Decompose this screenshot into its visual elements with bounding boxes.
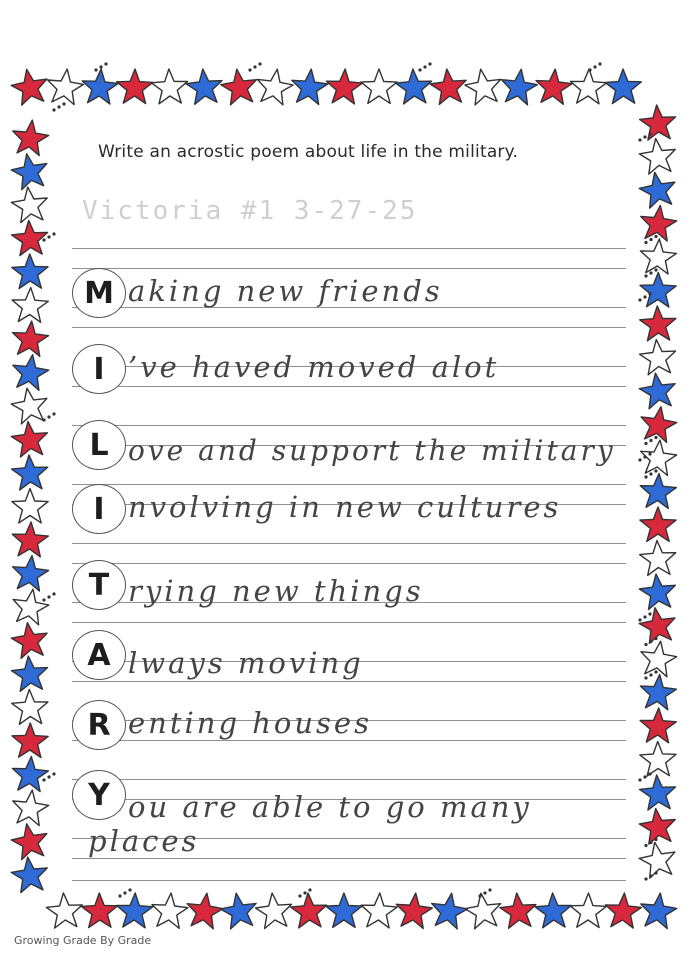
star-icon xyxy=(12,288,48,323)
dot-decoration xyxy=(654,871,657,874)
star-icon xyxy=(536,69,572,104)
poem-line: enting houses xyxy=(128,706,372,740)
star-icon xyxy=(13,790,49,826)
dot-decoration xyxy=(643,455,646,458)
star-icon xyxy=(12,254,48,289)
acrostic-letter-l: L xyxy=(72,420,126,470)
dot-decoration xyxy=(638,298,641,301)
dot-decoration xyxy=(644,274,647,277)
dot-decoration xyxy=(648,772,651,775)
star-icon xyxy=(12,723,48,758)
dot-decoration xyxy=(649,841,652,844)
star-icon xyxy=(640,775,676,810)
star-icon xyxy=(640,474,676,509)
dot-decoration xyxy=(649,472,652,475)
star-icon xyxy=(326,69,362,104)
dot-decoration xyxy=(47,415,50,418)
star-icon xyxy=(502,69,538,105)
student-name-date: Victoria #1 3-27-25 xyxy=(82,196,418,226)
star-icon xyxy=(11,824,47,860)
dot-decoration xyxy=(649,673,652,676)
star-icon xyxy=(82,69,118,104)
dot-decoration xyxy=(654,235,657,238)
star-icon xyxy=(639,373,675,409)
dot-decoration xyxy=(593,65,596,68)
dot-decoration xyxy=(42,598,45,601)
dot-decoration xyxy=(57,105,60,108)
poem-prompt: Write an acrostic poem about life in the military. xyxy=(98,142,519,162)
poem-line: ove and support the military xyxy=(128,434,616,467)
dot-decoration xyxy=(588,68,591,71)
ruled-line xyxy=(72,543,626,544)
star-icon xyxy=(640,541,676,576)
dot-decoration xyxy=(648,292,651,295)
ruled-line xyxy=(72,327,626,328)
poem-line: lways moving xyxy=(128,646,364,680)
dot-decoration xyxy=(648,612,651,615)
star-icon xyxy=(640,742,676,777)
dot-decoration xyxy=(47,775,50,778)
dot-decoration xyxy=(94,68,97,71)
dot-decoration xyxy=(47,235,50,238)
star-icon xyxy=(13,321,49,356)
dot-decoration xyxy=(643,295,646,298)
star-icon xyxy=(221,69,257,105)
dot-decoration xyxy=(654,637,657,640)
star-icon xyxy=(640,105,676,140)
star-icon xyxy=(571,69,607,104)
poem-line: nvolving in new cultures xyxy=(128,490,562,524)
dot-decoration xyxy=(258,62,261,65)
dot-decoration xyxy=(654,469,657,472)
star-icon xyxy=(11,388,47,424)
dot-decoration xyxy=(649,874,652,877)
poem-line: ou are able to go many xyxy=(128,790,532,824)
dot-decoration xyxy=(648,452,651,455)
ruled-line xyxy=(72,858,626,859)
dot-decoration xyxy=(423,65,426,68)
acrostic-letter-i: I xyxy=(72,484,126,534)
dot-decoration xyxy=(42,418,45,421)
star-icon xyxy=(12,522,48,557)
dot-decoration xyxy=(52,592,55,595)
star-icon xyxy=(117,69,153,104)
ruled-line xyxy=(72,681,626,682)
ruled-line xyxy=(72,386,626,387)
star-icon xyxy=(11,187,47,223)
ruled-line xyxy=(72,268,626,269)
dot-decoration xyxy=(99,65,102,68)
star-icon xyxy=(12,221,48,256)
ruled-line xyxy=(72,563,626,564)
ruled-line xyxy=(72,880,626,881)
star-icon xyxy=(640,273,676,308)
dot-decoration xyxy=(644,442,647,445)
dot-decoration xyxy=(638,778,641,781)
star-icon xyxy=(639,139,675,175)
dot-decoration xyxy=(598,62,601,65)
star-icon xyxy=(12,690,48,725)
dot-decoration xyxy=(643,615,646,618)
ruled-line xyxy=(72,248,626,249)
acrostic-letter-m: M xyxy=(72,268,126,318)
dot-decoration xyxy=(644,643,647,646)
star-icon xyxy=(361,69,397,103)
star-icon xyxy=(13,120,49,156)
star-icon xyxy=(186,69,222,104)
star-icon xyxy=(641,641,677,677)
dot-decoration xyxy=(52,772,55,775)
star-icon xyxy=(641,675,677,710)
star-icon xyxy=(640,239,676,274)
star-icon xyxy=(465,69,501,105)
star-icon xyxy=(11,623,47,659)
star-icon xyxy=(641,407,677,443)
acrostic-letter-t: T xyxy=(72,560,126,610)
star-icon xyxy=(640,340,676,375)
poem-line: ’ve haved moved alot xyxy=(128,350,500,384)
dot-decoration xyxy=(52,108,55,111)
ruled-line xyxy=(72,425,626,426)
dot-decoration xyxy=(42,238,45,241)
dot-decoration xyxy=(649,238,652,241)
ruled-line xyxy=(72,740,626,741)
dot-decoration xyxy=(643,135,646,138)
dot-decoration xyxy=(654,838,657,841)
acrostic-letter-r: R xyxy=(72,700,126,750)
star-icon xyxy=(12,489,48,523)
dot-decoration xyxy=(52,232,55,235)
star-icon xyxy=(12,455,48,490)
star-icon xyxy=(641,893,677,929)
star-icon xyxy=(11,154,47,190)
dot-decoration xyxy=(648,132,651,135)
poem-line: rying new things xyxy=(128,574,424,608)
dot-decoration xyxy=(418,68,421,71)
dot-decoration xyxy=(638,458,641,461)
star-icon xyxy=(13,355,49,391)
dot-decoration xyxy=(47,595,50,598)
dot-decoration xyxy=(644,844,647,847)
dot-decoration xyxy=(638,618,641,621)
star-icon xyxy=(12,757,48,792)
dot-decoration xyxy=(104,62,107,65)
star-icon xyxy=(257,69,293,105)
star-icon xyxy=(11,422,47,457)
dot-decoration xyxy=(428,62,431,65)
star-icon xyxy=(11,69,47,105)
dot-decoration xyxy=(52,412,55,415)
acrostic-letter-i: I xyxy=(72,344,126,394)
dot-decoration xyxy=(644,877,647,880)
dot-decoration xyxy=(654,268,657,271)
footer-credit: Growing Grade By Grade xyxy=(14,934,152,947)
star-icon xyxy=(396,69,432,104)
star-icon xyxy=(11,857,47,893)
poem-line-continuation: places xyxy=(88,824,200,858)
dot-decoration xyxy=(649,439,652,442)
ruled-line xyxy=(72,779,626,780)
star-icon xyxy=(430,69,466,104)
star-icon xyxy=(292,69,328,104)
dot-decoration xyxy=(644,676,647,679)
star-icon xyxy=(13,556,49,591)
ruled-line xyxy=(72,484,626,485)
star-icon xyxy=(13,589,49,625)
dot-decoration xyxy=(644,241,647,244)
acrostic-letter-y: Y xyxy=(72,770,126,820)
star-icon xyxy=(641,206,677,242)
star-icon xyxy=(640,708,676,743)
ruled-line xyxy=(72,622,626,623)
dot-decoration xyxy=(62,102,65,105)
star-icon xyxy=(640,306,676,341)
star-icon xyxy=(639,574,675,609)
dot-decoration xyxy=(644,475,647,478)
poem-line: aking new friends xyxy=(128,274,443,308)
dot-decoration xyxy=(42,778,45,781)
dot-decoration xyxy=(649,271,652,274)
star-icon xyxy=(12,656,48,691)
star-icon xyxy=(640,507,676,541)
acrostic-letter-a: A xyxy=(72,630,126,680)
dot-decoration xyxy=(654,670,657,673)
dot-decoration xyxy=(649,640,652,643)
dot-decoration xyxy=(638,138,641,141)
dot-decoration xyxy=(248,68,251,71)
star-icon xyxy=(639,172,675,208)
dot-decoration xyxy=(643,775,646,778)
dot-decoration xyxy=(253,65,256,68)
star-icon xyxy=(605,69,641,104)
dot-decoration xyxy=(654,436,657,439)
star-icon xyxy=(151,69,187,104)
star-icon xyxy=(48,69,84,105)
